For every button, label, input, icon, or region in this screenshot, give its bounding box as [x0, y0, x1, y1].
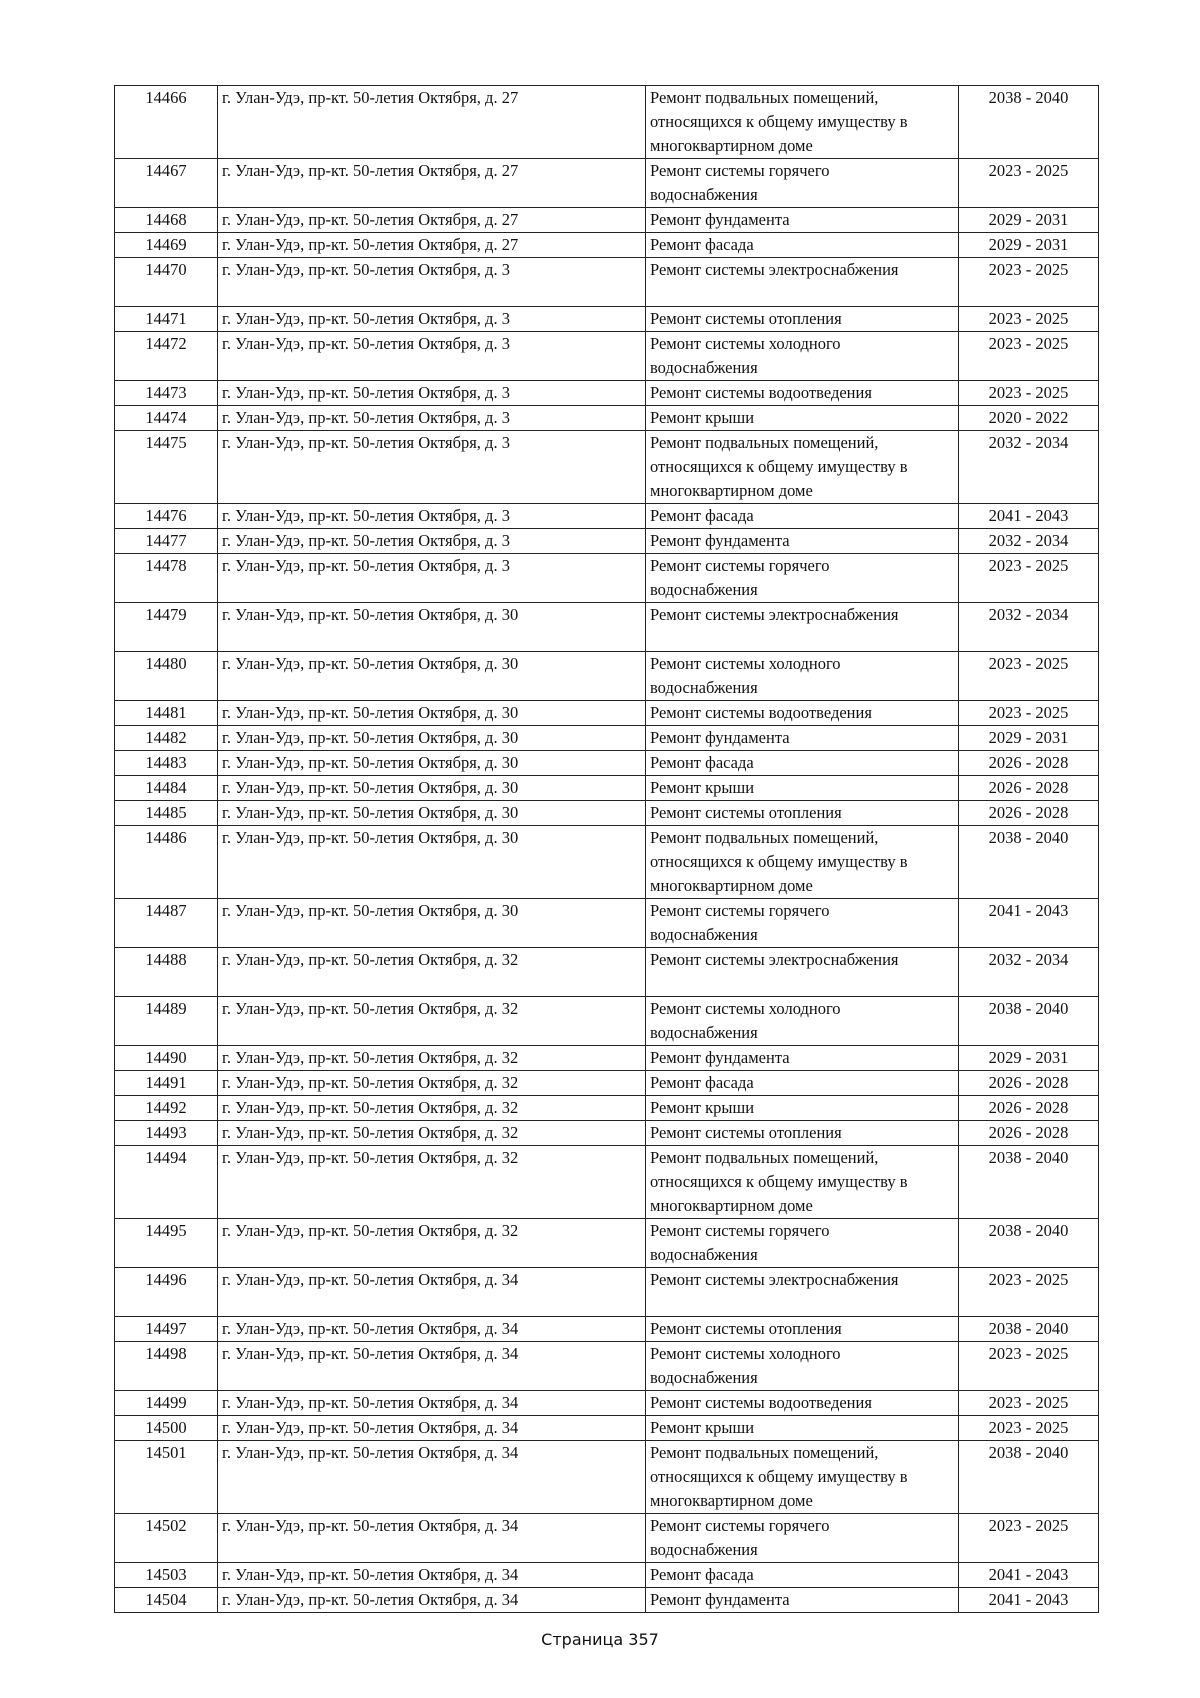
work-type-line: Ремонт системы отопления	[650, 803, 842, 822]
address-cell: г. Улан-Удэ, пр-кт. 50-летия Октября, д. 34	[218, 1441, 646, 1514]
address-cell: г. Улан-Удэ, пр-кт. 50-летия Октября, д. 30	[218, 801, 646, 826]
period-cell: 2026 - 2028	[959, 1096, 1099, 1121]
address-cell: г. Улан-Удэ, пр-кт. 50-летия Октября, д. 3	[218, 332, 646, 381]
cell-spacer	[650, 972, 954, 996]
work-type-line: водоснабжения	[650, 185, 758, 204]
work-type-line: Ремонт фундамента	[650, 1590, 790, 1609]
period-cell: 2023 - 2025	[959, 554, 1099, 603]
row-number-cell: 14481	[115, 701, 218, 726]
work-type-cell	[646, 332, 959, 381]
period-cell: 2023 - 2025	[959, 701, 1099, 726]
table-row	[115, 826, 1099, 899]
period-cell: 2041 - 2043	[959, 504, 1099, 529]
work-type-cell	[646, 899, 959, 948]
row-number-cell: 14492	[115, 1096, 218, 1121]
work-type-line: многоквартирном доме	[650, 1491, 813, 1510]
work-type-line: Ремонт подвальных помещений,	[650, 1443, 879, 1462]
period-cell: 2038 - 2040	[959, 1317, 1099, 1342]
address-cell: г. Улан-Удэ, пр-кт. 50-летия Октября, д. 32	[218, 1146, 646, 1219]
address-cell: г. Улан-Удэ, пр-кт. 50-летия Октября, д. 34	[218, 1342, 646, 1391]
work-type-line: Ремонт крыши	[650, 408, 755, 427]
period-cell: 2023 - 2025	[959, 1391, 1099, 1416]
work-type-line: водоснабжения	[650, 1368, 758, 1387]
work-type-cell	[646, 431, 959, 504]
row-number-cell: 14503	[115, 1563, 218, 1588]
row-number-cell: 14482	[115, 726, 218, 751]
table-row	[115, 431, 1099, 504]
work-type-line: Ремонт системы водоотведения	[650, 1393, 872, 1412]
table-row	[115, 948, 1099, 997]
row-number-cell: 14499	[115, 1391, 218, 1416]
row-number-cell: 14469	[115, 233, 218, 258]
row-number-cell: 14493	[115, 1121, 218, 1146]
table-row	[115, 997, 1099, 1046]
work-type-line: относящихся к общему имуществу в	[650, 1467, 908, 1486]
work-type-line: водоснабжения	[650, 1540, 758, 1559]
work-type-cell	[646, 208, 959, 233]
row-number-cell: 14497	[115, 1317, 218, 1342]
row-number-cell: 14504	[115, 1588, 218, 1613]
work-type-cell	[646, 381, 959, 406]
work-type-line: Ремонт фасада	[650, 506, 754, 525]
table-row	[115, 1121, 1099, 1146]
table-body	[115, 86, 1099, 1613]
period-cell: 2023 - 2025	[959, 381, 1099, 406]
work-type-line: Ремонт фундамента	[650, 210, 790, 229]
period-cell: 2032 - 2034	[959, 603, 1099, 652]
period-cell: 2023 - 2025	[959, 1342, 1099, 1391]
table-row	[115, 332, 1099, 381]
address-cell: г. Улан-Удэ, пр-кт. 50-летия Октября, д. 3	[218, 504, 646, 529]
work-type-line: Ремонт системы отопления	[650, 309, 842, 328]
period-cell: 2023 - 2025	[959, 652, 1099, 701]
period-cell: 2029 - 2031	[959, 726, 1099, 751]
table-row	[115, 776, 1099, 801]
address-cell: г. Улан-Удэ, пр-кт. 50-летия Октября, д. 32	[218, 1219, 646, 1268]
period-cell: 2032 - 2034	[959, 948, 1099, 997]
table-row	[115, 1046, 1099, 1071]
work-type-line: относящихся к общему имуществу в	[650, 457, 908, 476]
work-type-line: водоснабжения	[650, 1245, 758, 1264]
address-cell: г. Улан-Удэ, пр-кт. 50-летия Октября, д. 30	[218, 899, 646, 948]
table-row	[115, 1268, 1099, 1317]
row-number-cell: 14479	[115, 603, 218, 652]
work-type-line: Ремонт подвальных помещений,	[650, 433, 879, 452]
work-type-line: Ремонт системы горячего	[650, 1221, 830, 1240]
work-type-line: многоквартирном доме	[650, 1196, 813, 1215]
row-number-cell: 14496	[115, 1268, 218, 1317]
row-number-cell: 14473	[115, 381, 218, 406]
work-type-line: Ремонт системы холодного	[650, 1344, 841, 1363]
work-type-line: Ремонт системы электроснабжения	[650, 605, 899, 624]
period-cell: 2026 - 2028	[959, 776, 1099, 801]
period-cell: 2041 - 2043	[959, 1563, 1099, 1588]
address-cell: г. Улан-Удэ, пр-кт. 50-летия Октября, д. 3	[218, 431, 646, 504]
work-type-line: Ремонт фасада	[650, 753, 754, 772]
period-cell: 2023 - 2025	[959, 1268, 1099, 1317]
address-cell: г. Улан-Удэ, пр-кт. 50-летия Октября, д. 34	[218, 1391, 646, 1416]
work-type-line: Ремонт крыши	[650, 1418, 755, 1437]
period-cell: 2038 - 2040	[959, 826, 1099, 899]
table-row	[115, 1317, 1099, 1342]
work-type-cell	[646, 1514, 959, 1563]
row-number-cell: 14477	[115, 529, 218, 554]
table-row	[115, 1416, 1099, 1441]
period-cell: 2026 - 2028	[959, 1071, 1099, 1096]
work-type-line: Ремонт системы электроснабжения	[650, 950, 899, 969]
work-type-line: Ремонт системы электроснабжения	[650, 1270, 899, 1289]
work-type-cell	[646, 1441, 959, 1514]
row-number-cell: 14468	[115, 208, 218, 233]
period-cell: 2038 - 2040	[959, 1146, 1099, 1219]
work-type-line: Ремонт системы отопления	[650, 1319, 842, 1338]
work-type-line: Ремонт системы горячего	[650, 161, 830, 180]
table-row	[115, 307, 1099, 332]
period-cell: 2023 - 2025	[959, 332, 1099, 381]
work-type-cell	[646, 948, 959, 997]
work-type-line: Ремонт подвальных помещений,	[650, 1148, 879, 1167]
work-type-cell	[646, 701, 959, 726]
work-type-cell	[646, 776, 959, 801]
address-cell: г. Улан-Удэ, пр-кт. 50-летия Октября, д. 32	[218, 997, 646, 1046]
row-number-cell: 14488	[115, 948, 218, 997]
table-row	[115, 1514, 1099, 1563]
period-cell: 2020 - 2022	[959, 406, 1099, 431]
work-type-cell	[646, 1588, 959, 1613]
address-cell: г. Улан-Удэ, пр-кт. 50-летия Октября, д. 34	[218, 1514, 646, 1563]
table-row	[115, 554, 1099, 603]
period-cell: 2026 - 2028	[959, 751, 1099, 776]
address-cell: г. Улан-Удэ, пр-кт. 50-летия Октября, д. 32	[218, 948, 646, 997]
period-cell: 2023 - 2025	[959, 307, 1099, 332]
work-type-line: многоквартирном доме	[650, 481, 813, 500]
row-number-cell: 14491	[115, 1071, 218, 1096]
table-row	[115, 406, 1099, 431]
work-type-cell	[646, 554, 959, 603]
table-row	[115, 1071, 1099, 1096]
row-number-cell: 14502	[115, 1514, 218, 1563]
work-type-cell	[646, 801, 959, 826]
row-number-cell: 14466	[115, 86, 218, 159]
work-type-cell	[646, 529, 959, 554]
cell-spacer	[650, 282, 954, 306]
period-cell: 2041 - 2043	[959, 1588, 1099, 1613]
row-number-cell: 14489	[115, 997, 218, 1046]
row-number-cell: 14475	[115, 431, 218, 504]
work-type-cell	[646, 1317, 959, 1342]
work-type-line: относящихся к общему имуществу в	[650, 112, 908, 131]
table-row	[115, 381, 1099, 406]
address-cell: г. Улан-Удэ, пр-кт. 50-летия Октября, д. 30	[218, 776, 646, 801]
table-row	[115, 751, 1099, 776]
work-type-cell	[646, 233, 959, 258]
table-row	[115, 504, 1099, 529]
work-type-line: Ремонт системы холодного	[650, 334, 841, 353]
row-number-cell: 14494	[115, 1146, 218, 1219]
address-cell: г. Улан-Удэ, пр-кт. 50-летия Октября, д. 30	[218, 726, 646, 751]
period-cell: 2041 - 2043	[959, 899, 1099, 948]
work-type-line: Ремонт фасада	[650, 235, 754, 254]
period-cell: 2029 - 2031	[959, 233, 1099, 258]
work-type-cell	[646, 1219, 959, 1268]
work-type-cell	[646, 258, 959, 307]
table-row	[115, 603, 1099, 652]
row-number-cell: 14470	[115, 258, 218, 307]
work-type-cell	[646, 1121, 959, 1146]
address-cell: г. Улан-Удэ, пр-кт. 50-летия Октября, д. 34	[218, 1588, 646, 1613]
address-cell: г. Улан-Удэ, пр-кт. 50-летия Октября, д. 30	[218, 603, 646, 652]
row-number-cell: 14474	[115, 406, 218, 431]
period-cell: 2023 - 2025	[959, 258, 1099, 307]
work-type-line: Ремонт системы холодного	[650, 999, 841, 1018]
work-type-cell	[646, 1416, 959, 1441]
row-number-cell: 14480	[115, 652, 218, 701]
work-type-cell	[646, 726, 959, 751]
work-type-cell	[646, 504, 959, 529]
work-type-line: водоснабжения	[650, 1023, 758, 1042]
work-type-line: Ремонт системы горячего	[650, 556, 830, 575]
table-row	[115, 1096, 1099, 1121]
table-row	[115, 1391, 1099, 1416]
repair-schedule-table	[114, 85, 1099, 1613]
work-type-line: Ремонт подвальных помещений,	[650, 828, 879, 847]
work-type-cell	[646, 1342, 959, 1391]
address-cell: г. Улан-Удэ, пр-кт. 50-летия Октября, д. 32	[218, 1046, 646, 1071]
work-type-line: Ремонт системы холодного	[650, 654, 841, 673]
address-cell: г. Улан-Удэ, пр-кт. 50-летия Октября, д. 32	[218, 1096, 646, 1121]
table-row	[115, 726, 1099, 751]
row-number-cell: 14498	[115, 1342, 218, 1391]
period-cell: 2029 - 2031	[959, 1046, 1099, 1071]
address-cell: г. Улан-Удэ, пр-кт. 50-летия Октября, д. 30	[218, 701, 646, 726]
address-cell: г. Улан-Удэ, пр-кт. 50-летия Октября, д. 3	[218, 307, 646, 332]
work-type-line: Ремонт системы водоотведения	[650, 383, 872, 402]
work-type-line: Ремонт фасада	[650, 1073, 754, 1092]
address-cell: г. Улан-Удэ, пр-кт. 50-летия Октября, д. 3	[218, 529, 646, 554]
work-type-cell	[646, 406, 959, 431]
address-cell: г. Улан-Удэ, пр-кт. 50-летия Октября, д. 30	[218, 751, 646, 776]
table-row	[115, 1588, 1099, 1613]
work-type-line: Ремонт фундамента	[650, 728, 790, 747]
address-cell: г. Улан-Удэ, пр-кт. 50-летия Октября, д. 30	[218, 826, 646, 899]
row-number-cell: 14471	[115, 307, 218, 332]
address-cell: г. Улан-Удэ, пр-кт. 50-летия Октября, д. 27	[218, 208, 646, 233]
address-cell: г. Улан-Удэ, пр-кт. 50-летия Октября, д. 30	[218, 652, 646, 701]
period-cell: 2032 - 2034	[959, 431, 1099, 504]
address-cell: г. Улан-Удэ, пр-кт. 50-летия Октября, д. 3	[218, 381, 646, 406]
period-cell: 2026 - 2028	[959, 1121, 1099, 1146]
table-row	[115, 899, 1099, 948]
table-row	[115, 1146, 1099, 1219]
row-number-cell: 14472	[115, 332, 218, 381]
row-number-cell: 14500	[115, 1416, 218, 1441]
address-cell: г. Улан-Удэ, пр-кт. 50-летия Октября, д. 3	[218, 406, 646, 431]
address-cell: г. Улан-Удэ, пр-кт. 50-летия Октября, д. 34	[218, 1416, 646, 1441]
work-type-line: водоснабжения	[650, 925, 758, 944]
row-number-cell: 14501	[115, 1441, 218, 1514]
table-row	[115, 1342, 1099, 1391]
period-cell: 2023 - 2025	[959, 1416, 1099, 1441]
work-type-line: Ремонт системы горячего	[650, 1516, 830, 1535]
work-type-cell	[646, 997, 959, 1046]
work-type-line: Ремонт фасада	[650, 1565, 754, 1584]
work-type-cell	[646, 1268, 959, 1317]
row-number-cell: 14486	[115, 826, 218, 899]
table-row	[115, 86, 1099, 159]
page-number: Страница 357	[541, 1630, 659, 1649]
row-number-cell: 14487	[115, 899, 218, 948]
row-number-cell: 14485	[115, 801, 218, 826]
row-number-cell: 14476	[115, 504, 218, 529]
address-cell: г. Улан-Удэ, пр-кт. 50-летия Октября, д. 27	[218, 86, 646, 159]
period-cell: 2038 - 2040	[959, 86, 1099, 159]
period-cell: 2038 - 2040	[959, 1219, 1099, 1268]
table-row	[115, 701, 1099, 726]
period-cell: 2029 - 2031	[959, 208, 1099, 233]
address-cell: г. Улан-Удэ, пр-кт. 50-летия Октября, д. 34	[218, 1563, 646, 1588]
table-row	[115, 233, 1099, 258]
work-type-line: водоснабжения	[650, 358, 758, 377]
work-type-cell	[646, 1071, 959, 1096]
table-row	[115, 159, 1099, 208]
row-number-cell: 14490	[115, 1046, 218, 1071]
work-type-line: Ремонт системы отопления	[650, 1123, 842, 1142]
period-cell: 2026 - 2028	[959, 801, 1099, 826]
work-type-line: многоквартирном доме	[650, 136, 813, 155]
period-cell: 2032 - 2034	[959, 529, 1099, 554]
row-number-cell: 14478	[115, 554, 218, 603]
work-type-cell	[646, 603, 959, 652]
work-type-line: относящихся к общему имуществу в	[650, 1172, 908, 1191]
work-type-cell	[646, 826, 959, 899]
address-cell: г. Улан-Удэ, пр-кт. 50-летия Октября, д. 3	[218, 554, 646, 603]
table-row	[115, 801, 1099, 826]
table-row	[115, 208, 1099, 233]
period-cell: 2023 - 2025	[959, 159, 1099, 208]
row-number-cell: 14484	[115, 776, 218, 801]
row-number-cell: 14495	[115, 1219, 218, 1268]
row-number-cell: 14483	[115, 751, 218, 776]
period-cell: 2038 - 2040	[959, 997, 1099, 1046]
work-type-line: относящихся к общему имуществу в	[650, 852, 908, 871]
work-type-line: Ремонт фундамента	[650, 531, 790, 550]
table-row	[115, 652, 1099, 701]
work-type-line: Ремонт системы электроснабжения	[650, 260, 899, 279]
work-type-cell	[646, 1563, 959, 1588]
work-type-line: Ремонт фундамента	[650, 1048, 790, 1067]
work-type-line: Ремонт крыши	[650, 1098, 755, 1117]
cell-spacer	[650, 1292, 954, 1316]
table-row	[115, 529, 1099, 554]
period-cell: 2038 - 2040	[959, 1441, 1099, 1514]
address-cell: г. Улан-Удэ, пр-кт. 50-летия Октября, д. 34	[218, 1268, 646, 1317]
address-cell: г. Улан-Удэ, пр-кт. 50-летия Октября, д. 34	[218, 1317, 646, 1342]
work-type-line: Ремонт крыши	[650, 778, 755, 797]
work-type-line: водоснабжения	[650, 678, 758, 697]
work-type-cell	[646, 1146, 959, 1219]
address-cell: г. Улан-Удэ, пр-кт. 50-летия Октября, д. 27	[218, 233, 646, 258]
table-row	[115, 1219, 1099, 1268]
work-type-line: Ремонт подвальных помещений,	[650, 88, 879, 107]
work-type-line: Ремонт системы горячего	[650, 901, 830, 920]
work-type-line: Ремонт системы водоотведения	[650, 703, 872, 722]
address-cell: г. Улан-Удэ, пр-кт. 50-летия Октября, д. 3	[218, 258, 646, 307]
work-type-line: водоснабжения	[650, 580, 758, 599]
work-type-cell	[646, 86, 959, 159]
address-cell: г. Улан-Удэ, пр-кт. 50-летия Октября, д. 32	[218, 1071, 646, 1096]
work-type-cell	[646, 159, 959, 208]
address-cell: г. Улан-Удэ, пр-кт. 50-летия Октября, д. 32	[218, 1121, 646, 1146]
work-type-cell	[646, 307, 959, 332]
cell-spacer	[650, 627, 954, 651]
address-cell: г. Улан-Удэ, пр-кт. 50-летия Октября, д. 27	[218, 159, 646, 208]
table-row	[115, 1563, 1099, 1588]
work-type-line: многоквартирном доме	[650, 876, 813, 895]
work-type-cell	[646, 652, 959, 701]
work-type-cell	[646, 1096, 959, 1121]
table-row	[115, 258, 1099, 307]
row-number-cell: 14467	[115, 159, 218, 208]
work-type-cell	[646, 1391, 959, 1416]
table-row	[115, 1441, 1099, 1514]
work-type-cell	[646, 1046, 959, 1071]
work-type-cell	[646, 751, 959, 776]
period-cell: 2023 - 2025	[959, 1514, 1099, 1563]
